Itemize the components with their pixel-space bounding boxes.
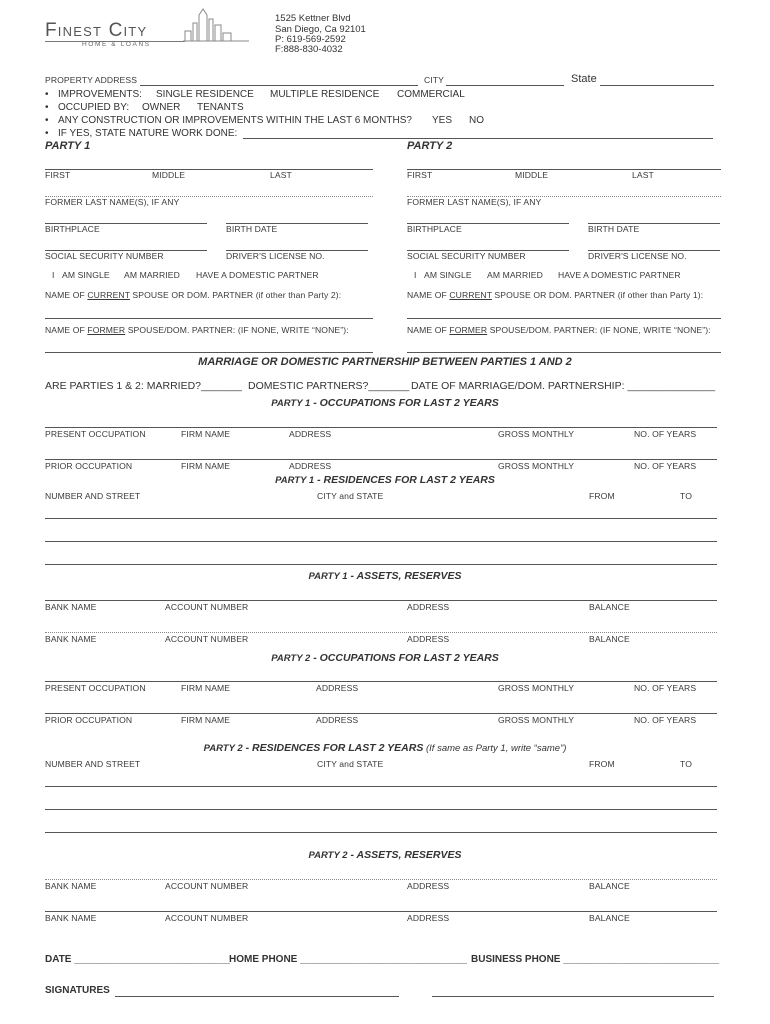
logo-name: Finest City xyxy=(45,20,148,41)
section-party: PARTY 2 xyxy=(271,653,311,664)
p1-current-spouse-field[interactable] xyxy=(45,318,373,319)
former-text: FORMER xyxy=(449,325,488,335)
col-firm-name: FIRM NAME xyxy=(181,683,231,693)
p2-residence-row[interactable] xyxy=(45,832,717,833)
col-present-occupation: PRESENT OCCUPATION xyxy=(45,429,146,439)
p1-option-domestic[interactable]: HAVE A DOMESTIC PARTNER xyxy=(196,270,319,280)
p1-middle-label: MIDDLE xyxy=(152,170,186,180)
business-phone-field[interactable]: BUSINESS PHONE ____________________________ xyxy=(471,954,719,965)
col-account-number: ACCOUNT NUMBER xyxy=(165,634,249,644)
col-balance: BALANCE xyxy=(589,881,630,891)
option-commercial[interactable]: COMMERCIAL xyxy=(397,89,465,100)
col-balance: BALANCE xyxy=(589,602,630,612)
section-party: PARTY 2 xyxy=(203,743,243,754)
option-yes[interactable]: YES xyxy=(432,115,453,126)
option-tenants[interactable]: TENANTS xyxy=(197,102,244,113)
p1-residence-row[interactable] xyxy=(45,564,717,565)
p1-residence-row[interactable] xyxy=(45,518,717,519)
p1-last-label: LAST xyxy=(270,170,292,180)
col-balance: BALANCE xyxy=(589,634,630,644)
signatures-label: SIGNATURES xyxy=(45,985,110,996)
col-firm-name: FIRM NAME xyxy=(181,715,231,725)
p2-prior-occupation-line[interactable] xyxy=(45,713,717,714)
nature-field[interactable] xyxy=(243,138,713,139)
col-balance: BALANCE xyxy=(589,913,630,923)
section-party: PARTY 2 xyxy=(308,850,348,861)
col-bank-name: BANK NAME xyxy=(45,634,97,644)
p2-former-spouse-label xyxy=(407,325,711,335)
col-firm-name: FIRM NAME xyxy=(181,429,231,439)
signature-line-party-1[interactable] xyxy=(115,996,399,997)
p1-dl-label: DRIVER'S LICENSE NO. xyxy=(226,251,325,261)
current-text: CURRENT xyxy=(87,290,130,300)
col-account-number: ACCOUNT NUMBER xyxy=(165,602,249,612)
p2-option-married[interactable]: AM MARRIED xyxy=(487,270,543,280)
p2-status-marker: I xyxy=(414,270,417,280)
col-number-street: NUMBER AND STREET xyxy=(45,491,141,501)
col-from: FROM xyxy=(589,759,615,769)
former-text: FORMER xyxy=(87,325,126,335)
party-2-heading: PARTY 2 xyxy=(407,140,453,152)
p2-present-occupation-line[interactable] xyxy=(45,681,717,682)
col-address: ADDRESS xyxy=(316,715,359,725)
logo-sub: HOME & LOANS xyxy=(82,41,151,48)
col-number-street: NUMBER AND STREET xyxy=(45,759,141,769)
section-title: - ASSETS, RESERVES xyxy=(347,570,462,582)
name-of-text: NAME OF xyxy=(45,290,85,300)
address-line: San Diego, Ca 92101 xyxy=(275,24,366,35)
state-field[interactable] xyxy=(600,85,714,86)
col-address: ADDRESS xyxy=(407,602,450,612)
married-question[interactable]: ARE PARTIES 1 & 2: MARRIED?_______ xyxy=(45,380,242,392)
p2-current-spouse-suffix: SPOUSE OR DOM. PARTNER (if other than Party 1): xyxy=(494,290,704,300)
p1-residence-row[interactable] xyxy=(45,541,717,542)
p2-current-spouse-field[interactable] xyxy=(407,318,721,319)
construction-label: ANY CONSTRUCTION OR IMPROVEMENTS WITHIN THE LAST 6 MONTHS? xyxy=(58,115,412,126)
p2-name-line[interactable] xyxy=(407,169,721,170)
p2-residence-row[interactable] xyxy=(45,809,717,810)
name-of-text: NAME OF xyxy=(407,290,447,300)
p2-residences-heading xyxy=(0,742,770,754)
state-label: State xyxy=(571,73,597,85)
option-owner[interactable]: OWNER xyxy=(142,102,181,113)
col-prior-occupation: PRIOR OCCUPATION xyxy=(45,461,133,471)
p2-option-single[interactable]: AM SINGLE xyxy=(424,270,472,280)
p1-prior-occupation-line[interactable] xyxy=(45,459,717,460)
p1-present-occupation-line[interactable] xyxy=(45,427,717,428)
section-note: (If same as Party 1, write “same”) xyxy=(423,743,567,754)
fax-line: F:888-830-4032 xyxy=(275,44,343,55)
phone-line: P: 619-569-2592 xyxy=(275,34,346,45)
p2-assets-heading xyxy=(0,849,770,861)
col-years: NO. OF YEARS xyxy=(634,715,697,725)
p2-former-names-label: FORMER LAST NAME(S), IF ANY xyxy=(407,197,542,207)
current-text: CURRENT xyxy=(449,290,492,300)
p2-asset-row[interactable] xyxy=(45,911,717,912)
p1-asset-row[interactable] xyxy=(45,600,717,601)
col-gross-monthly: GROSS MONTHLY xyxy=(498,715,575,725)
col-gross-monthly: GROSS MONTHLY xyxy=(498,429,575,439)
p1-status-marker: I xyxy=(52,270,55,280)
city-field[interactable] xyxy=(446,85,564,86)
p1-ssn-label: SOCIAL SECURITY NUMBER xyxy=(45,251,164,261)
p1-former-names-label: FORMER LAST NAME(S), IF ANY xyxy=(45,197,180,207)
p2-former-spouse-field[interactable] xyxy=(407,352,721,353)
section-party: PARTY 1 xyxy=(275,475,315,486)
bullet-occupied: • xyxy=(45,102,49,113)
name-of-text: NAME OF xyxy=(45,325,85,335)
p2-occupations-heading xyxy=(0,652,770,664)
p2-dl-label: DRIVER'S LICENSE NO. xyxy=(588,251,687,261)
home-phone-field[interactable]: HOME PHONE ______________________________ xyxy=(229,954,467,965)
col-bank-name: BANK NAME xyxy=(45,913,97,923)
col-gross-monthly: GROSS MONTHLY xyxy=(498,683,575,693)
date-field[interactable]: DATE ____________________________ xyxy=(45,954,230,965)
option-single-residence[interactable]: SINGLE RESIDENCE xyxy=(156,89,254,100)
col-account-number: ACCOUNT NUMBER xyxy=(165,913,249,923)
p1-assets-heading xyxy=(0,570,770,582)
p2-current-spouse-label xyxy=(407,290,703,300)
p2-residence-row[interactable] xyxy=(45,786,717,787)
p1-option-married[interactable]: AM MARRIED xyxy=(124,270,180,280)
col-address: ADDRESS xyxy=(289,461,332,471)
col-gross-monthly: GROSS MONTHLY xyxy=(498,461,575,471)
property-address-field[interactable] xyxy=(140,85,418,86)
col-from: FROM xyxy=(589,491,615,501)
p1-birthdate-label: BIRTH DATE xyxy=(226,224,278,234)
p1-first-label: FIRST xyxy=(45,170,71,180)
col-city-state: CITY and STATE xyxy=(317,491,384,501)
improvements-label: IMPROVEMENTS: xyxy=(58,89,142,100)
col-address: ADDRESS xyxy=(316,683,359,693)
p1-former-spouse-field[interactable] xyxy=(45,352,373,353)
p2-asset-row[interactable] xyxy=(45,879,717,880)
col-bank-name: BANK NAME xyxy=(45,602,97,612)
col-city-state: CITY and STATE xyxy=(317,759,384,769)
p2-birthdate-label: BIRTH DATE xyxy=(588,224,640,234)
former-spouse-suffix: SPOUSE/DOM. PARTNER: (IF NONE, WRITE “NONE”): xyxy=(489,325,711,335)
p1-asset-row[interactable] xyxy=(45,632,717,633)
col-prior-occupation: PRIOR OCCUPATION xyxy=(45,715,133,725)
p1-former-spouse-label xyxy=(45,325,349,335)
section-title: - RESIDENCES FOR LAST 2 YEARS xyxy=(314,474,495,486)
party-1-heading: PARTY 1 xyxy=(45,140,91,152)
p1-residences-heading xyxy=(0,474,770,486)
p2-first-label: FIRST xyxy=(407,170,433,180)
bullet-nature: • xyxy=(45,128,49,139)
col-address: ADDRESS xyxy=(407,634,450,644)
p2-last-label: LAST xyxy=(632,170,654,180)
bullet-improvements: • xyxy=(45,89,49,100)
section-title: - OCCUPATIONS FOR LAST 2 YEARS xyxy=(310,652,499,664)
marriage-heading: MARRIAGE OR DOMESTIC PARTNERSHIP BETWEEN PARTIES 1 AND 2 xyxy=(198,356,572,368)
former-spouse-suffix: SPOUSE/DOM. PARTNER: (IF NONE, WRITE “NONE”): xyxy=(127,325,349,335)
section-title: - ASSETS, RESERVES xyxy=(347,849,462,861)
p1-name-line[interactable] xyxy=(45,169,373,170)
p2-option-domestic[interactable]: HAVE A DOMESTIC PARTNER xyxy=(558,270,681,280)
p2-middle-label: MIDDLE xyxy=(515,170,549,180)
section-party: PARTY 1 xyxy=(271,398,311,409)
col-years: NO. OF YEARS xyxy=(634,683,697,693)
col-present-occupation: PRESENT OCCUPATION xyxy=(45,683,146,693)
occupied-label: OCCUPIED BY: xyxy=(58,102,130,113)
col-to: TO xyxy=(680,759,692,769)
name-of-text: NAME OF xyxy=(407,325,447,335)
p1-occupations-heading xyxy=(0,397,770,409)
col-to: TO xyxy=(680,491,692,501)
p2-birthplace-label: BIRTHPLACE xyxy=(407,224,462,234)
section-party: PARTY 1 xyxy=(308,571,348,582)
p2-ssn-label: SOCIAL SECURITY NUMBER xyxy=(407,251,526,261)
col-address: ADDRESS xyxy=(407,913,450,923)
p1-birthplace-label: BIRTHPLACE xyxy=(45,224,100,234)
p1-current-spouse-suffix: SPOUSE OR DOM. PARTNER (if other than Party 2): xyxy=(132,290,342,300)
col-address: ADDRESS xyxy=(289,429,332,439)
signature-line-party-2[interactable] xyxy=(432,996,714,997)
skyline-icon xyxy=(183,5,253,43)
col-firm-name: FIRM NAME xyxy=(181,461,231,471)
nature-label: IF YES, STATE NATURE WORK DONE: xyxy=(58,128,238,139)
p1-current-spouse-label xyxy=(45,290,341,300)
option-no[interactable]: NO xyxy=(469,115,484,126)
col-bank-name: BANK NAME xyxy=(45,881,97,891)
domestic-partners-question[interactable]: DOMESTIC PARTNERS?_______ xyxy=(248,380,410,392)
option-multiple-residence[interactable]: MULTIPLE RESIDENCE xyxy=(270,89,380,100)
property-address-label: PROPERTY ADDRESS xyxy=(45,75,138,85)
city-label: CITY xyxy=(424,75,444,85)
marriage-date-question[interactable]: DATE OF MARRIAGE/DOM. PARTNERSHIP: _______________ xyxy=(411,380,716,392)
bullet-construction: • xyxy=(45,115,49,126)
p1-option-single[interactable]: AM SINGLE xyxy=(62,270,110,280)
col-years: NO. OF YEARS xyxy=(634,429,697,439)
section-title: - RESIDENCES FOR LAST 2 YEARS xyxy=(242,742,424,754)
col-years: NO. OF YEARS xyxy=(634,461,697,471)
address-line: 1525 Kettner Blvd xyxy=(275,13,351,24)
col-address: ADDRESS xyxy=(407,881,450,891)
col-account-number: ACCOUNT NUMBER xyxy=(165,881,249,891)
section-title: - OCCUPATIONS FOR LAST 2 YEARS xyxy=(310,397,499,409)
